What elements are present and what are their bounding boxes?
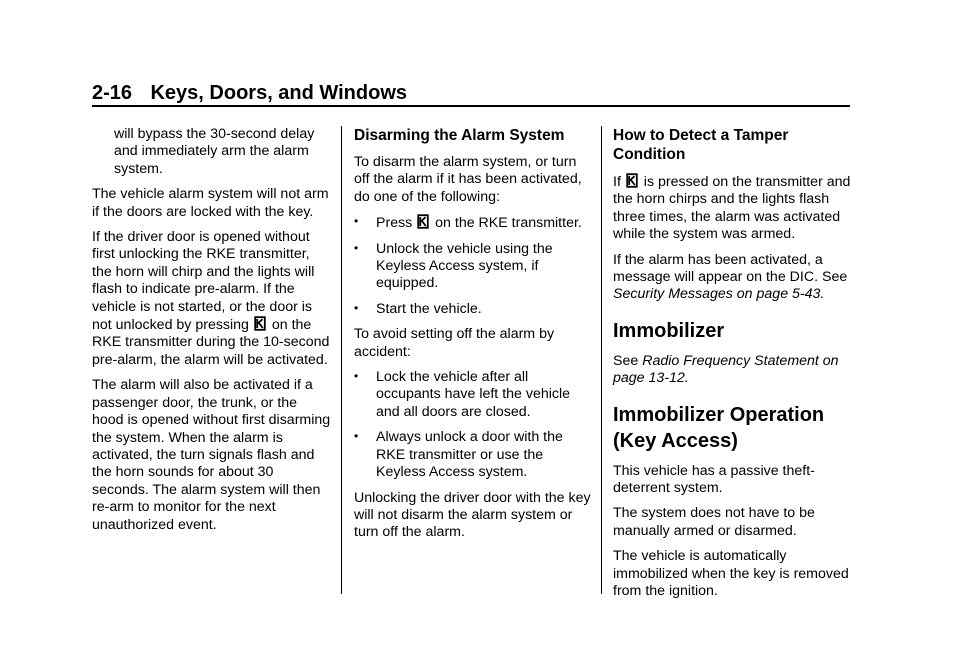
paragraph-key-unlock: Unlocking the driver door with the key will not disarm the alarm system or turn off the alarm. — [354, 489, 591, 541]
rke-unlock-icon — [626, 173, 638, 188]
heading-tamper: How to Detect a Tamper Condition — [613, 127, 789, 163]
paragraph-tamper — [613, 173, 858, 244]
paragraph-tamper-text-after: is pressed on the transmitter and the horn chirps and the lights flash three times, the alarm was activated while the system was armed. — [613, 174, 851, 243]
section-title: Keys, Doors, and Windows — [150, 82, 408, 104]
security-messages-link[interactable]: Security Messages on page 5-43. — [613, 286, 825, 303]
list-item-text: Start the vehicle. — [376, 300, 482, 317]
list-item-text: Lock the vehicle after all occupants have left the vehicle and all doors are closed. — [376, 369, 571, 420]
bullet-icon: • — [354, 240, 359, 255]
continued-paragraph: will bypass the 30-second delay and immediately arm the alarm system. — [114, 126, 315, 177]
paragraph-dic-text: If the alarm has been activated, a message will appear on the DIC. — [613, 251, 823, 286]
paragraph-pre-alarm-text-before: If the driver door is opened without first unlocking the RKE transmitter, the horn will chirp and the lights will flash to indicate pre-alarm. If the vehicle is not started, or the door is not unlocked by pressing — [92, 229, 315, 334]
list-item-text: Always unlock a door with the RKE transmitter or use the Keyless Access system. — [376, 429, 563, 481]
heading-immobilizer-operation: Immobilizer Operation (Key Access) — [613, 403, 825, 452]
rke-unlock-icon — [417, 214, 429, 229]
heading-immobilizer: Immobilizer — [613, 319, 725, 342]
paragraph-pre-alarm — [92, 229, 332, 369]
paragraph-not-manual: The system does not have to be manually armed or disarmed. — [613, 505, 815, 539]
bullet-icon: • — [354, 369, 359, 384]
list-item — [354, 214, 592, 232]
column-2 — [354, 126, 592, 550]
bullet-icon: • — [354, 429, 359, 444]
list-item — [354, 429, 592, 481]
column-divider-left — [341, 126, 342, 594]
paragraph-alarm-activation: The alarm will also be activated if a passenger door, the trunk, or the hood is opened without first disarming the system. When the alarm is activated, the turn signals flash and the horn sounds for about 30 seconds. The alarm system will then re-arm to monitor for the next unauthorized event. — [92, 377, 331, 533]
paragraph-tamper-text-before: If — [613, 174, 621, 190]
heading-disarming: Disarming the Alarm System — [354, 127, 565, 144]
list-item-text-before: Press — [376, 215, 413, 232]
list-item — [354, 241, 592, 293]
paragraph-avoid-intro: To avoid setting off the alarm by accident: — [354, 326, 555, 360]
paragraph-locked-with-key: The vehicle alarm system will not arm if the doors are locked with the key. — [92, 186, 329, 220]
avoid-alarm-list — [354, 369, 592, 481]
column-1 — [92, 126, 332, 542]
list-item — [354, 369, 592, 421]
paragraph-passive-system: This vehicle has a passive theft-deterrent system. — [613, 462, 815, 497]
list-item — [354, 301, 592, 318]
list-item-text: Unlock the vehicle using the Keyless Access system, if equipped. — [376, 240, 553, 292]
paragraph-dic-message — [613, 252, 858, 304]
see-label: See — [613, 352, 639, 369]
page-number: 2-16 — [92, 82, 133, 104]
paragraph-pre-alarm-text-after: on the RKE transmitter during the 10-second pre-alarm, the alarm will be activated. — [92, 317, 330, 368]
see-label: See — [822, 269, 848, 286]
paragraph-immobilizer-ref — [613, 353, 858, 388]
radio-frequency-link[interactable]: Radio Frequency Statement on page 13-12. — [613, 352, 839, 387]
paragraph-auto-immobilized: The vehicle is automatically immobilized when the key is removed from the ignition. — [613, 548, 849, 600]
paragraph-disarm-intro: To disarm the alarm system, or turn off the alarm if it has been activated, do one of the following: — [354, 154, 582, 205]
list-item-text-after: on the RKE transmitter. — [435, 215, 582, 232]
bullet-icon: • — [354, 300, 359, 315]
disarm-options-list — [354, 214, 592, 318]
column-divider-right — [601, 126, 602, 594]
bullet-icon: • — [354, 214, 359, 229]
rke-unlock-icon — [254, 316, 266, 331]
header-rule — [92, 105, 850, 107]
column-3 — [613, 126, 858, 609]
